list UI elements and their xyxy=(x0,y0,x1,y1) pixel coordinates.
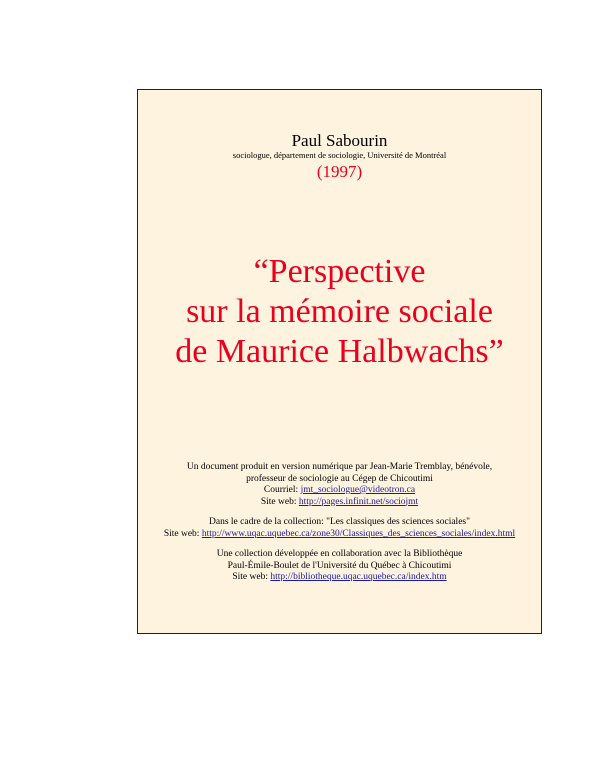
title-line-3: de Maurice Halbwachs” xyxy=(175,333,504,370)
credits-collection-block xyxy=(138,517,541,540)
library-site-line xyxy=(138,572,541,584)
site-label: Site web: xyxy=(163,528,202,539)
email-label: Courriel: xyxy=(263,485,301,495)
library-line-1: Une collection développée en collaboration avec la Bibliothèque xyxy=(216,549,463,559)
title-line-1: “Perspective xyxy=(253,253,426,290)
publication-year: (1997) xyxy=(316,162,363,181)
title-line-2: sur la mémoire sociale xyxy=(186,293,493,330)
email-line xyxy=(138,485,541,497)
email-link[interactable]: jmt_sociologue@videotron.ca xyxy=(300,485,416,495)
library-line-2: Paul-Émile-Boulet de l'Université du Québec à Chicoutimi xyxy=(227,560,452,571)
document-title xyxy=(138,252,541,372)
producer-site-link[interactable]: http://pages.infinit.net/sociojmt xyxy=(298,496,419,507)
author-affiliation: sociologue, département de sociologie, Université de Montréal xyxy=(232,150,447,160)
library-site-link[interactable]: http://bibliotheque.uqac.uquebec.ca/index.htm xyxy=(270,572,447,582)
site-label: Site web: xyxy=(260,496,299,507)
producer-line: Un document produit en version numérique par Jean-Marie Tremblay, bénévole, xyxy=(186,462,493,472)
producer-role-line: professeur de sociologie au Cégep de Chicoutimi xyxy=(246,473,433,484)
collection-site-link[interactable]: http://www.uqac.uquebec.ca/zone30/Classiques_des_sciences_sociales/index.html xyxy=(201,528,516,539)
credits-library-block xyxy=(138,549,541,584)
producer-site-line xyxy=(138,497,541,509)
author-name: Paul Sabourin xyxy=(291,131,388,150)
cover-page xyxy=(137,89,542,634)
collection-line: Dans le cadre de la collection: "Les classiques des sciences sociales" xyxy=(209,517,470,527)
collection-site-line xyxy=(138,529,541,541)
site-label: Site web: xyxy=(232,572,271,582)
credits-section xyxy=(138,462,541,593)
credits-producer-block xyxy=(138,462,541,508)
